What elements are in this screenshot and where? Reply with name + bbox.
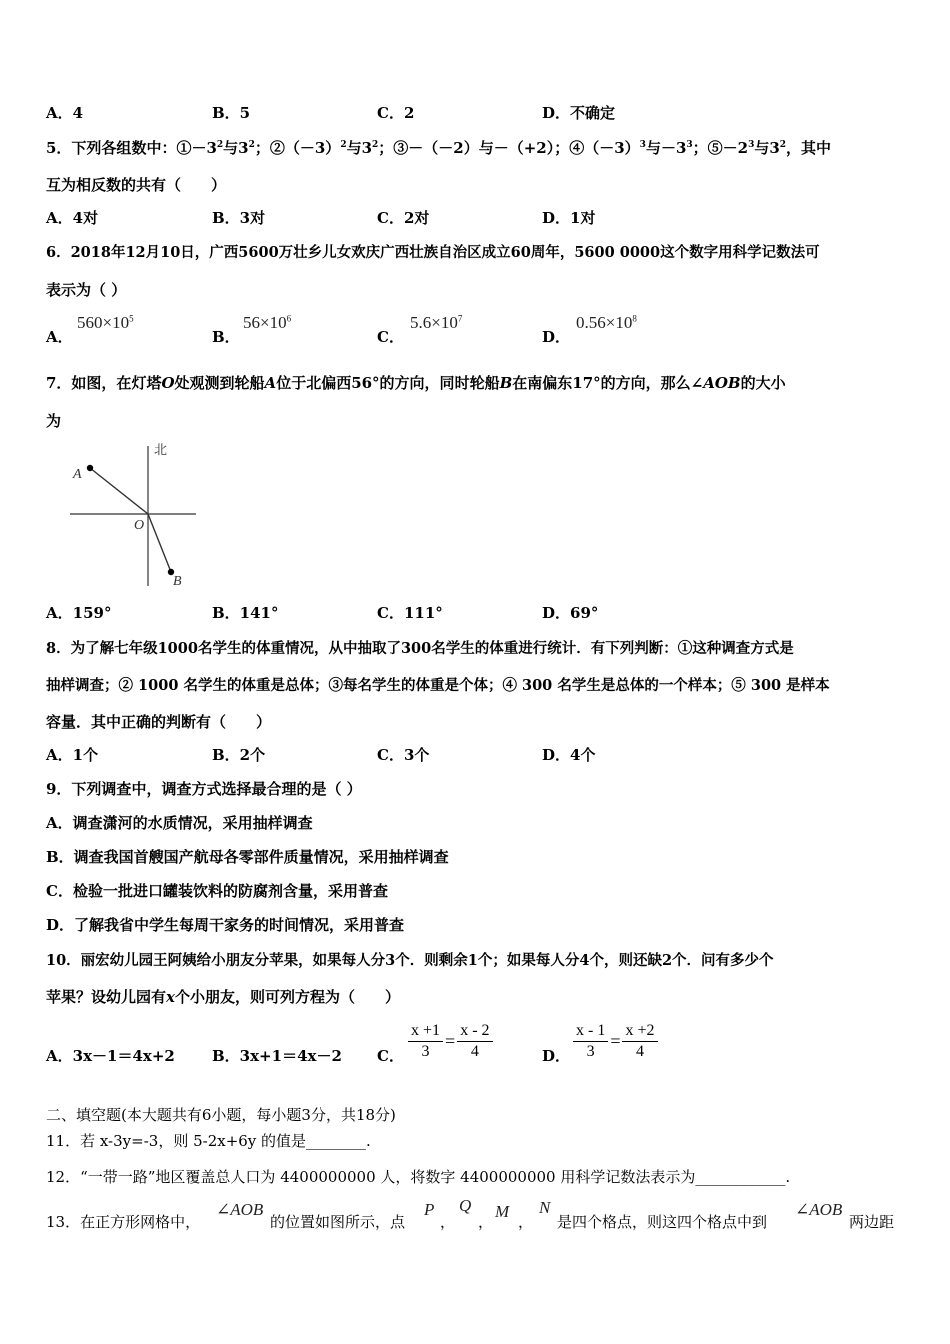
q6-stem-line2: 表示为（ ） xyxy=(46,281,127,299)
label-o: O xyxy=(134,518,145,533)
q10-option-a: A．3x－1＝4x+2 xyxy=(46,1047,175,1065)
q6-option-b-value: $56\times 10^6$ xyxy=(243,313,292,332)
ray-oa xyxy=(90,468,148,514)
q13-stem-d: 两边距 xyxy=(849,1213,895,1231)
q6-option-a-value: $560\times 10^5$ xyxy=(77,313,134,332)
q4-option-b: B．5 xyxy=(212,104,251,122)
q10-option-c-equation: $\frac{x +1}{3}$ = $\frac{x - 2}{4}$ xyxy=(408,1021,493,1062)
q9-stem: 9．下列调查中，调查方式选择最合理的是（ ） xyxy=(46,780,362,798)
q9-option-a: A．调查潇河的水质情况，采用抽样调查 xyxy=(46,814,313,832)
q10-stem-line2: 苹果？设幼儿园有x个小朋友，则可列方程为（ ） xyxy=(46,988,400,1006)
q6-option-c-value: $5.6\times 10^7$ xyxy=(410,313,463,332)
q9-option-d: D．了解我省中学生每周干家务的时间情况，采用普查 xyxy=(46,916,405,934)
q9-option-b: B．调查我国首艘国产航母各零部件质量情况，采用抽样调查 xyxy=(46,848,449,866)
q12-stem: 12．“一带一路”地区覆盖总人口为 4400000000 人，将数字 4400000000 用科学记数法表示为____________. xyxy=(46,1168,791,1186)
q9-option-c: C．检验一批进口罐装饮料的防腐剂含量，采用普查 xyxy=(46,882,388,900)
label-a: A xyxy=(73,467,82,482)
q5-option-d: D．1对 xyxy=(542,209,596,227)
q6-stem-line1: 6．2018年12月10日，广西5600万壮乡儿女欢庆广西壮族自治区成立60周年，5600 0000这个数字用科学记数法可 xyxy=(46,244,820,261)
q6-option-b-label: B． xyxy=(212,328,240,346)
q13-stem-c: 是四个格点，则这四个格点中到 xyxy=(557,1213,768,1231)
q7-option-c: C．111° xyxy=(377,604,443,622)
label-b: B xyxy=(173,574,182,589)
q5-stem-line2: 互为相反数的共有（ ） xyxy=(46,176,227,194)
q6-option-d-label: D． xyxy=(542,328,571,346)
fraction: $\frac{x +1}{3}$ xyxy=(408,1021,443,1062)
q13-point-p: P xyxy=(424,1200,435,1219)
q8-option-c: C．3个 xyxy=(377,746,430,764)
ray-ob xyxy=(148,514,171,572)
q5-stem-line1: 5．下列各组数中：$①-3^2$与$3^2$；$②(-3)^2$与$3^2$；③－（－2）与－（+2）；$④(-3)^3$与$-3^3$；$⑤-2^3$与$3^2$，其中 xyxy=(46,139,832,157)
q10-option-d-label: D． xyxy=(542,1047,571,1065)
q13-stem-b: 的位置如图所示，点 xyxy=(270,1213,406,1231)
q7-stem-line1: 7．如图，在灯塔O处观测到轮船A位于北偏西56°的方向，同时轮船B在南偏东17°的方向，那么∠AOB的大小 xyxy=(46,374,786,392)
q13-angle-aob: ∠AOB xyxy=(216,1200,264,1219)
q6-option-d-value: $0.56\times 10^8$ xyxy=(576,313,637,332)
fraction: $\frac{x +2}{4}$ xyxy=(622,1021,657,1062)
q4-option-c: C．2 xyxy=(377,104,415,122)
q13-sep: ， xyxy=(518,1213,534,1231)
fraction: $\frac{x - 1}{3}$ xyxy=(573,1021,608,1062)
q7-option-a: A．159° xyxy=(46,604,112,622)
q8-option-b: B．2个 xyxy=(212,746,266,764)
q7-direction-figure xyxy=(60,436,210,592)
q13-sep: ， xyxy=(478,1213,494,1231)
q4-option-a: A．4 xyxy=(46,104,84,122)
q7-stem-line2: 为 xyxy=(46,412,62,430)
section2-title: 二、填空题(本大题共有6小题，每小题3分，共18分) xyxy=(46,1106,396,1124)
q7-option-b: B．141° xyxy=(212,604,279,622)
q5-option-c: C．2对 xyxy=(377,209,430,227)
q8-option-d: D．4个 xyxy=(542,746,596,764)
q7-option-d: D．69° xyxy=(542,604,599,622)
q5-option-a: A．4对 xyxy=(46,209,99,227)
q8-option-a: A．1个 xyxy=(46,746,99,764)
q13-point-q: Q xyxy=(459,1196,472,1215)
fraction: $\frac{x - 2}{4}$ xyxy=(457,1021,492,1062)
q10-stem-line1: 10．丽宏幼儿园王阿姨给小朋友分苹果，如果每人分3个．则剩余1个；如果每人分4个，则还缺2个．问有多少个 xyxy=(46,952,774,969)
point-a xyxy=(87,465,93,471)
q8-stem-line2: 抽样调查；② 1000 名学生的体重是总体；③每名学生的体重是个体；④ 300 名学生是总体的一个样本；⑤ 300 是样本 xyxy=(46,677,830,694)
q13-point-m: M xyxy=(495,1202,510,1221)
q6-option-a-label: A． xyxy=(46,328,73,346)
q6-option-c-label: C． xyxy=(377,328,404,346)
q13-stem-a: 13．在正方形网格中， xyxy=(46,1213,201,1231)
q10-option-b: B．3x+1＝4x－2 xyxy=(212,1047,342,1065)
north-label: 北 xyxy=(154,443,168,458)
q10-option-d-equation: $\frac{x - 1}{3}$ = $\frac{x +2}{4}$ xyxy=(573,1021,658,1062)
q13-point-n: N xyxy=(539,1198,551,1217)
q11-stem: 11．若 x-3y=-3，则 5-2x+6y 的值是________. xyxy=(46,1132,371,1150)
q8-stem-line1: 8．为了解七年级1000名学生的体重情况，从中抽取了300名学生的体重进行统计．有下列判断：①这种调查方式是 xyxy=(46,640,794,657)
q4-option-d: D．不确定 xyxy=(542,104,616,122)
q5-option-b: B．3对 xyxy=(212,209,266,227)
q8-stem-line3: 容量．其中正确的判断有（ ） xyxy=(46,713,272,731)
q10-option-c-label: C． xyxy=(377,1047,404,1065)
q13-angle-aob-2: ∠AOB xyxy=(795,1200,843,1219)
q13-sep: ， xyxy=(440,1213,456,1231)
